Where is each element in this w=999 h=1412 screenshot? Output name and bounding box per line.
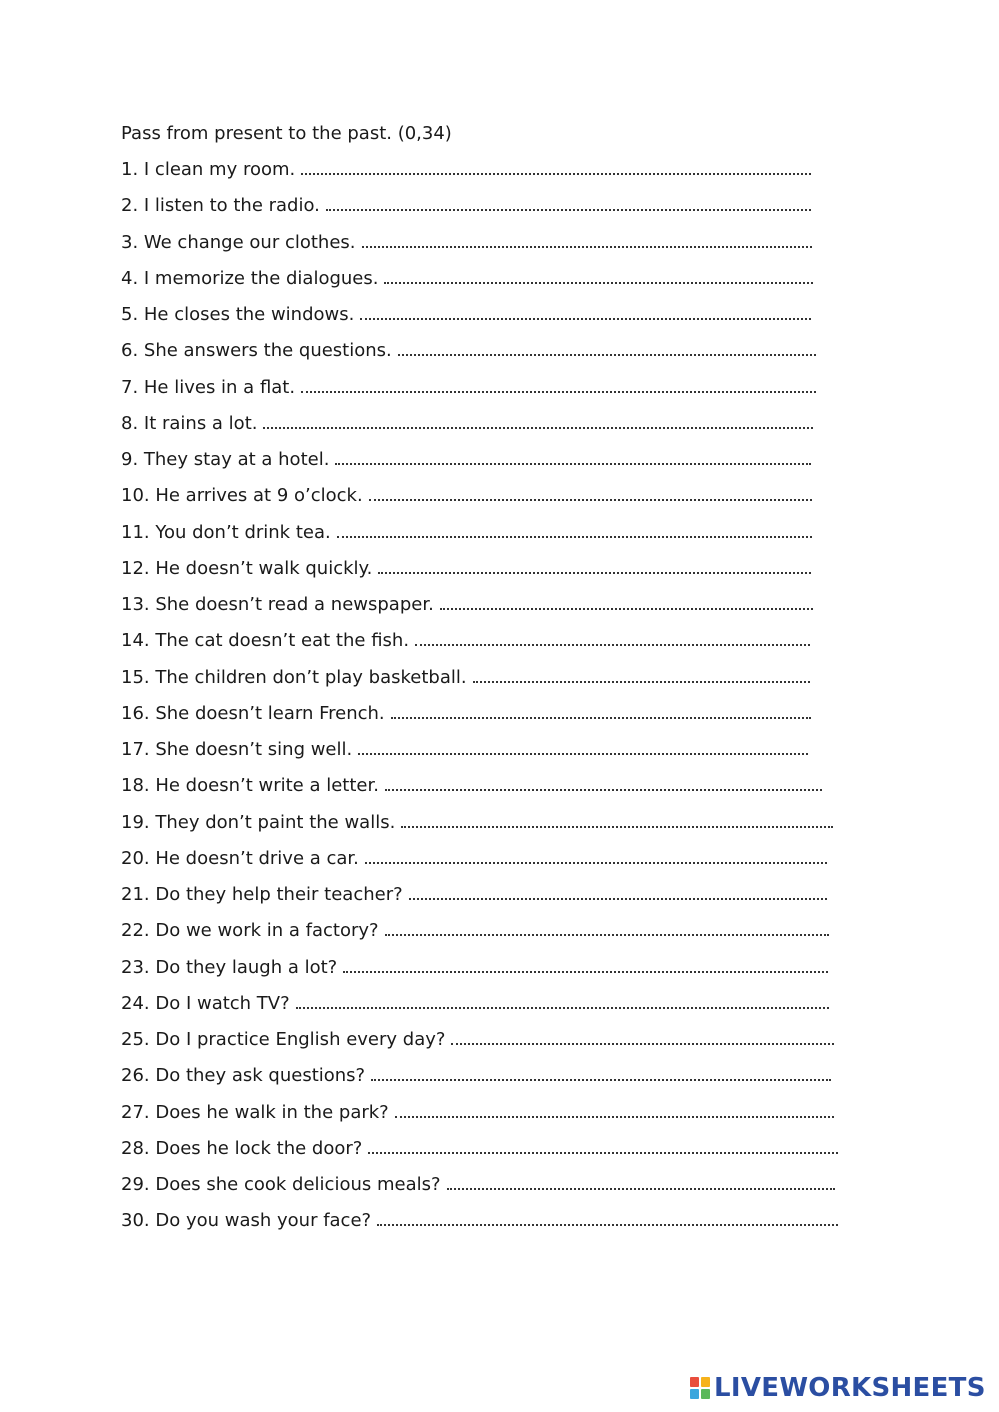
answer-field[interactable] — [371, 1062, 831, 1081]
exercise-item — [121, 736, 851, 772]
exercise-sentence: 22. Do we work in a factory? — [121, 920, 379, 942]
exercise-sentence: 16. She doesn’t learn French. — [121, 702, 385, 724]
exercise-sentence: 10. He arrives at 9 o’clock. — [121, 485, 363, 507]
logo-text: LIVEWORKSHEETS — [714, 1373, 986, 1403]
liveworksheets-logo-icon — [690, 1377, 710, 1399]
answer-field[interactable] — [368, 1135, 838, 1154]
exercise-list — [121, 156, 851, 1244]
answer-field[interactable] — [335, 446, 811, 465]
answer-field[interactable] — [378, 555, 811, 574]
exercise-sentence: 6. She answers the questions. — [121, 340, 392, 362]
exercise-item — [121, 990, 851, 1026]
exercise-item — [121, 881, 851, 917]
exercise-item — [121, 156, 851, 192]
exercise-item — [121, 482, 851, 518]
answer-field[interactable] — [301, 374, 816, 393]
exercise-item — [121, 700, 851, 736]
logo-square-green — [701, 1389, 710, 1399]
exercise-sentence: 14. The cat doesn’t eat the fish. — [121, 630, 410, 652]
logo-square-blue — [690, 1389, 699, 1399]
exercise-sentence: 19. They don’t paint the walls. — [121, 811, 396, 833]
exercise-item — [121, 1026, 851, 1062]
exercise-item — [121, 591, 851, 627]
exercise-sentence: 3. We change our clothes. — [121, 231, 356, 253]
answer-field[interactable] — [440, 591, 813, 610]
answer-field[interactable] — [369, 482, 812, 501]
exercise-sentence: 11. You don’t drink tea. — [121, 521, 331, 543]
exercise-sentence: 4. I memorize the dialogues. — [121, 267, 379, 289]
answer-field[interactable] — [447, 1171, 835, 1190]
answer-field[interactable] — [301, 156, 811, 175]
exercise-sentence: 25. Do I practice English every day? — [121, 1029, 446, 1050]
exercise-item — [121, 337, 851, 373]
answer-field[interactable] — [358, 736, 808, 755]
worksheet — [121, 120, 851, 1244]
exercise-sentence: 12. He doesn’t walk quickly. — [121, 557, 373, 579]
exercise-sentence: 18. He doesn’t write a letter. — [121, 775, 379, 797]
answer-field[interactable] — [401, 809, 833, 828]
exercise-item — [121, 555, 851, 591]
answer-field[interactable] — [384, 265, 813, 284]
exercise-item — [121, 229, 851, 265]
answer-field[interactable] — [343, 954, 828, 973]
answer-field[interactable] — [365, 845, 827, 864]
exercise-sentence: 28. Does he lock the door? — [121, 1137, 363, 1159]
answer-field[interactable] — [385, 772, 822, 791]
answer-field[interactable] — [360, 301, 811, 320]
exercise-sentence: 20. He doesn’t drive a car. — [121, 847, 359, 869]
exercise-item — [121, 917, 851, 953]
exercise-sentence: 23. Do they laugh a lot? — [121, 956, 338, 978]
logo-square-red — [690, 1377, 699, 1387]
exercise-sentence: 7. He lives in a flat. — [121, 376, 296, 398]
exercise-item — [121, 410, 851, 446]
exercise-sentence: 21. Do they help their teacher? — [121, 884, 403, 905]
exercise-item — [121, 192, 851, 228]
exercise-item — [121, 1171, 851, 1207]
answer-field[interactable] — [296, 990, 829, 1009]
answer-field[interactable] — [473, 664, 810, 683]
exercise-item — [121, 845, 851, 881]
exercise-item — [121, 627, 851, 663]
exercise-sentence: 1. I clean my room. — [121, 159, 296, 180]
exercise-sentence: 9. They stay at a hotel. — [121, 449, 330, 470]
exercise-item — [121, 809, 851, 845]
answer-field[interactable] — [362, 229, 813, 248]
answer-field[interactable] — [409, 881, 827, 900]
exercise-sentence: 26. Do they ask questions? — [121, 1065, 366, 1087]
exercise-item — [121, 1135, 851, 1171]
exercise-sentence: 24. Do I watch TV? — [121, 992, 290, 1014]
exercise-item — [121, 446, 851, 482]
exercise-item — [121, 301, 851, 337]
answer-field[interactable] — [263, 410, 813, 429]
exercise-sentence: 8. It rains a lot. — [121, 412, 258, 434]
logo-square-yellow — [701, 1377, 710, 1387]
exercise-item — [121, 374, 851, 410]
answer-field[interactable] — [395, 1099, 834, 1118]
exercise-sentence: 17. She doesn’t sing well. — [121, 739, 353, 760]
exercise-item — [121, 519, 851, 555]
answer-field[interactable] — [415, 627, 810, 646]
exercise-item — [121, 664, 851, 700]
exercise-item — [121, 1062, 851, 1098]
exercise-sentence: 2. I listen to the radio. — [121, 195, 320, 217]
exercise-item — [121, 1099, 851, 1135]
instruction-heading: Pass from present to the past. (0,34) — [121, 123, 452, 144]
answer-field[interactable] — [451, 1026, 834, 1045]
exercise-item — [121, 1207, 851, 1243]
exercise-sentence: 15. The children don’t play basketball. — [121, 666, 467, 688]
answer-field[interactable] — [391, 700, 811, 719]
exercise-sentence: 27. Does he walk in the park? — [121, 1101, 389, 1123]
exercise-sentence: 13. She doesn’t read a newspaper. — [121, 594, 434, 615]
answer-field[interactable] — [326, 192, 811, 211]
exercise-item — [121, 954, 851, 990]
answer-field[interactable] — [377, 1207, 838, 1226]
exercise-item — [121, 265, 851, 301]
answer-field[interactable] — [385, 917, 829, 936]
answer-field[interactable] — [398, 337, 816, 356]
exercise-item — [121, 772, 851, 808]
exercise-sentence: 29. Does she cook delicious meals? — [121, 1174, 441, 1195]
exercise-sentence: 30. Do you wash your face? — [121, 1210, 372, 1232]
liveworksheets-logo — [690, 1372, 986, 1404]
exercise-sentence: 5. He closes the windows. — [121, 304, 355, 325]
answer-field[interactable] — [337, 519, 812, 538]
